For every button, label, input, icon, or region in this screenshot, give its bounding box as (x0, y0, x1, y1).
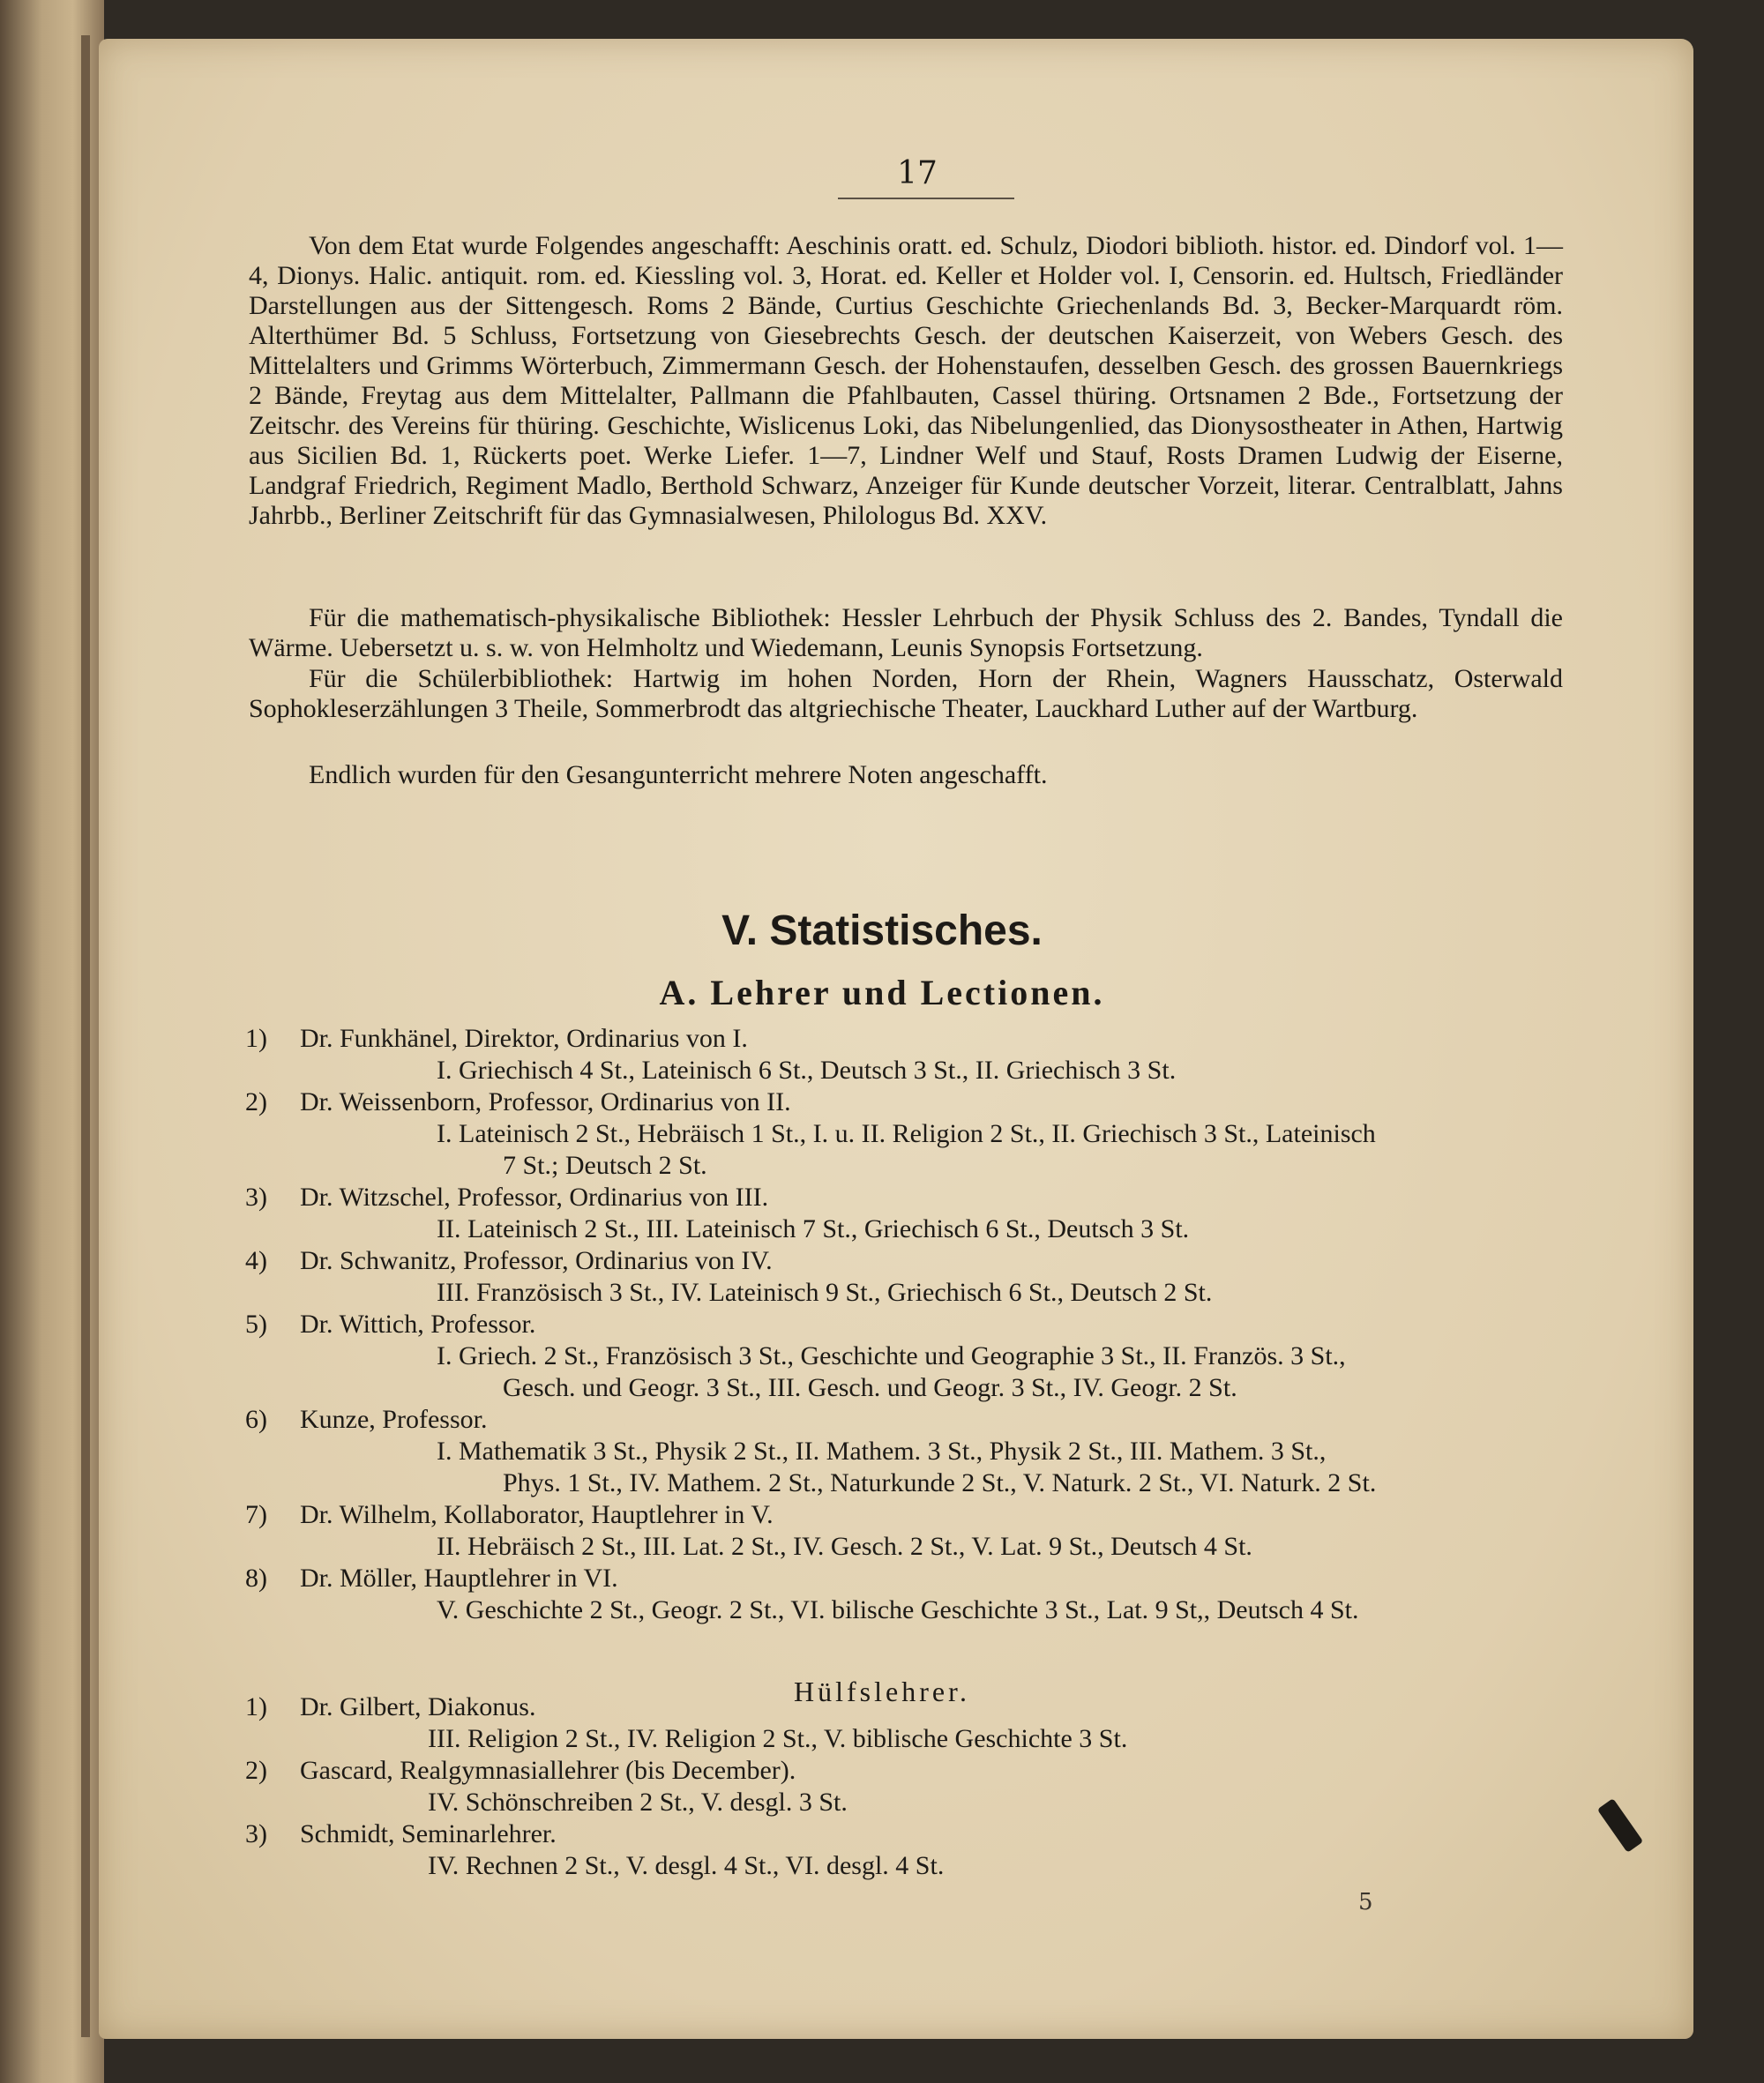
entry-number: 2) (245, 1087, 267, 1116)
helper-lessons: IV. Schönschreiben 2 St., V. desgl. 3 St. (428, 1788, 848, 1817)
entry-number: 1) (245, 1024, 267, 1053)
teacher-entry (245, 1499, 1568, 1563)
teacher-entry (245, 1245, 1568, 1309)
teacher-name: Dr. Wilhelm, Kollaborator, Hauptlehrer in V. (300, 1500, 774, 1529)
entry-number: 6) (245, 1405, 267, 1434)
teacher-lessons: III. Französisch 3 St., IV. Lateinisch 9 St., Griechisch 6 St., Deutsch 2 St. (437, 1278, 1213, 1307)
entry-number: 2) (245, 1756, 267, 1785)
helper-name: Schmidt, Seminarlehrer. (300, 1819, 557, 1848)
paragraph-etat: Von dem Etat wurde Folgendes angeschafft: Aeschinis oratt. ed. Schulz, Diodori biblioth. histor. ed. Dindorf vol. 1—4, Dionys. Halic. antiquit. rom. ed. Kiessling vol. 3, Horat. ed. Keller et Holder vol. I, Censorin. ed. Hultsch, Friedländer Darstellungen aus der Sittengesch. Roms 2 Bände, Curtius Geschichte Griechenlands Bd. 3, Becker-Marquardt röm. Alterthümer Bd. 5 Schluss, Fortsetzung von Giesebrechts Gesch. der deutschen Kaiserzeit, von Webers Gesch. des Mittelalters und Grimms Wörterbuch, Zimmermann Gesch. der Hohenstaufen, desselben Gesch. des grossen Bauernkriegs 2 Bände, Freytag aus dem Mittelalter, Pallmann die Pfahlbauten, Cassel thüring. Ortsnamen 2 Bde., Fortsetzung der Zeitschr. des Vereins für thüring. Geschichte, Wislicenus Loki, das Nibelungenlied, das Dionysostheater in Athen, Hartwig aus Sicilien Bd. 1, Rückerts poet. Werke Liefer. 1—7, Lindner Welf und Stauf, Rosts Dramen Ludwig der Eiserne, Landgraf Friedrich, Regiment Madlo, Berthold Schwarz, Anzeiger für Kunde deutscher Vorzeit, literar. Centralblatt, Jahns Jahrbb., Berliner Zeitschrift für das Gymnasialwesen, Philologus Bd. XXV. (249, 231, 1563, 530)
teacher-lessons-continued: Phys. 1 St., IV. Mathem. 2 St., Naturkunde 2 St., V. Naturk. 2 St., VI. Naturk. 2 St. (503, 1468, 1377, 1497)
teacher-lessons-continued: Gesch. und Geogr. 3 St., III. Gesch. und Geogr. 3 St., IV. Geogr. 2 St. (503, 1373, 1237, 1402)
helper-name: Dr. Gilbert, Diakonus. (300, 1692, 536, 1721)
paragraph-singing: Endlich wurden für den Gesangunterricht mehrere Noten angeschafft. (309, 760, 1048, 789)
teacher-name: Dr. Witzschel, Professor, Ordinarius von III. (300, 1183, 769, 1212)
page-binding (81, 35, 90, 2037)
helper-lessons: IV. Rechnen 2 St., V. desgl. 4 St., VI. desgl. 4 St. (428, 1851, 945, 1880)
helper-name: Gascard, Realgymnasiallehrer (bis December). (300, 1756, 796, 1785)
helpers-title: Hülfslehrer. (794, 1676, 970, 1707)
entry-number: 8) (245, 1564, 267, 1593)
helper-entry (245, 1691, 1568, 1755)
signature-mark: 5 (1358, 1889, 1373, 1915)
teacher-lessons-continued: 7 St.; Deutsch 2 St. (503, 1151, 707, 1180)
subsection-title: A. Lehrer und Lectionen. (659, 973, 1105, 1012)
teacher-list (245, 1023, 1568, 1626)
teacher-lessons: V. Geschichte 2 St., Geogr. 2 St., VI. bilische Geschichte 3 St., Lat. 9 St,, Deutsch 4 St. (437, 1595, 1359, 1624)
teacher-lessons: I. Lateinisch 2 St., Hebräisch 1 St., I. u. II. Religion 2 St., II. Griechisch 3 St., Lateinisch (437, 1119, 1376, 1148)
entry-number: 5) (245, 1310, 267, 1339)
section-title: V. Statistisches. (721, 907, 1043, 954)
page-number: 17 (897, 155, 938, 191)
entry-number: 1) (245, 1692, 267, 1721)
teacher-entry (245, 1563, 1568, 1626)
entry-number: 4) (245, 1246, 267, 1275)
teacher-name: Dr. Wittich, Professor. (300, 1310, 536, 1339)
entry-number: 3) (245, 1183, 267, 1212)
page-number-rule (838, 198, 1014, 199)
teacher-lessons: I. Mathematik 3 St., Physik 2 St., II. Mathem. 3 St., Physik 2 St., III. Mathem. 3 St., (437, 1437, 1327, 1466)
teacher-name: Dr. Schwanitz, Professor, Ordinarius von IV. (300, 1246, 773, 1275)
entry-number: 7) (245, 1500, 267, 1529)
teacher-name: Dr. Möller, Hauptlehrer in VI. (300, 1564, 618, 1593)
teacher-entry (245, 1404, 1568, 1499)
teacher-entry (245, 1309, 1568, 1404)
helper-entry (245, 1818, 1568, 1882)
teacher-lessons: I. Griech. 2 St., Französisch 3 St., Geschichte und Geographie 3 St., II. Französ. 3 St., (437, 1341, 1346, 1370)
helper-lessons: III. Religion 2 St., IV. Religion 2 St., V. biblische Geschichte 3 St. (428, 1724, 1128, 1753)
teacher-lessons: I. Griechisch 4 St., Lateinisch 6 St., Deutsch 3 St., II. Griechisch 3 St. (437, 1056, 1177, 1085)
helper-list (245, 1691, 1568, 1882)
teacher-entry (245, 1086, 1568, 1182)
teacher-lessons: II. Lateinisch 2 St., III. Lateinisch 7 St., Griechisch 6 St., Deutsch 3 St. (437, 1214, 1190, 1243)
teacher-entry (245, 1182, 1568, 1245)
teacher-name: Dr. Funkhänel, Direktor, Ordinarius von I. (300, 1024, 748, 1053)
teacher-lessons: II. Hebräisch 2 St., III. Lat. 2 St., IV. Gesch. 2 St., V. Lat. 9 St., Deutsch 4 St. (437, 1532, 1252, 1561)
teacher-entry (245, 1023, 1568, 1086)
teacher-name: Dr. Weissenborn, Professor, Ordinarius von II. (300, 1087, 791, 1116)
paragraph-math-physics: Für die mathematisch-physikalische Bibliothek: Hessler Lehrbuch der Physik Schluss des 2. Bandes, Tyndall die Wärme. Uebersetzt u. s. w. von Helmholtz und Wiedemann, Leunis Synopsis Fortsetzung. (249, 603, 1563, 662)
teacher-name: Kunze, Professor. (300, 1405, 488, 1434)
paragraph-student-library: Für die Schülerbibliothek: Hartwig im hohen Norden, Horn der Rhein, Wagners Hausschatz, Osterwald Sophokleserzählungen 3 Theile, Sommerbrodt das altgriechische Theater, Lauckhard Luther auf der Wartburg. (249, 664, 1563, 723)
entry-number: 3) (245, 1819, 267, 1848)
helper-entry (245, 1755, 1568, 1818)
